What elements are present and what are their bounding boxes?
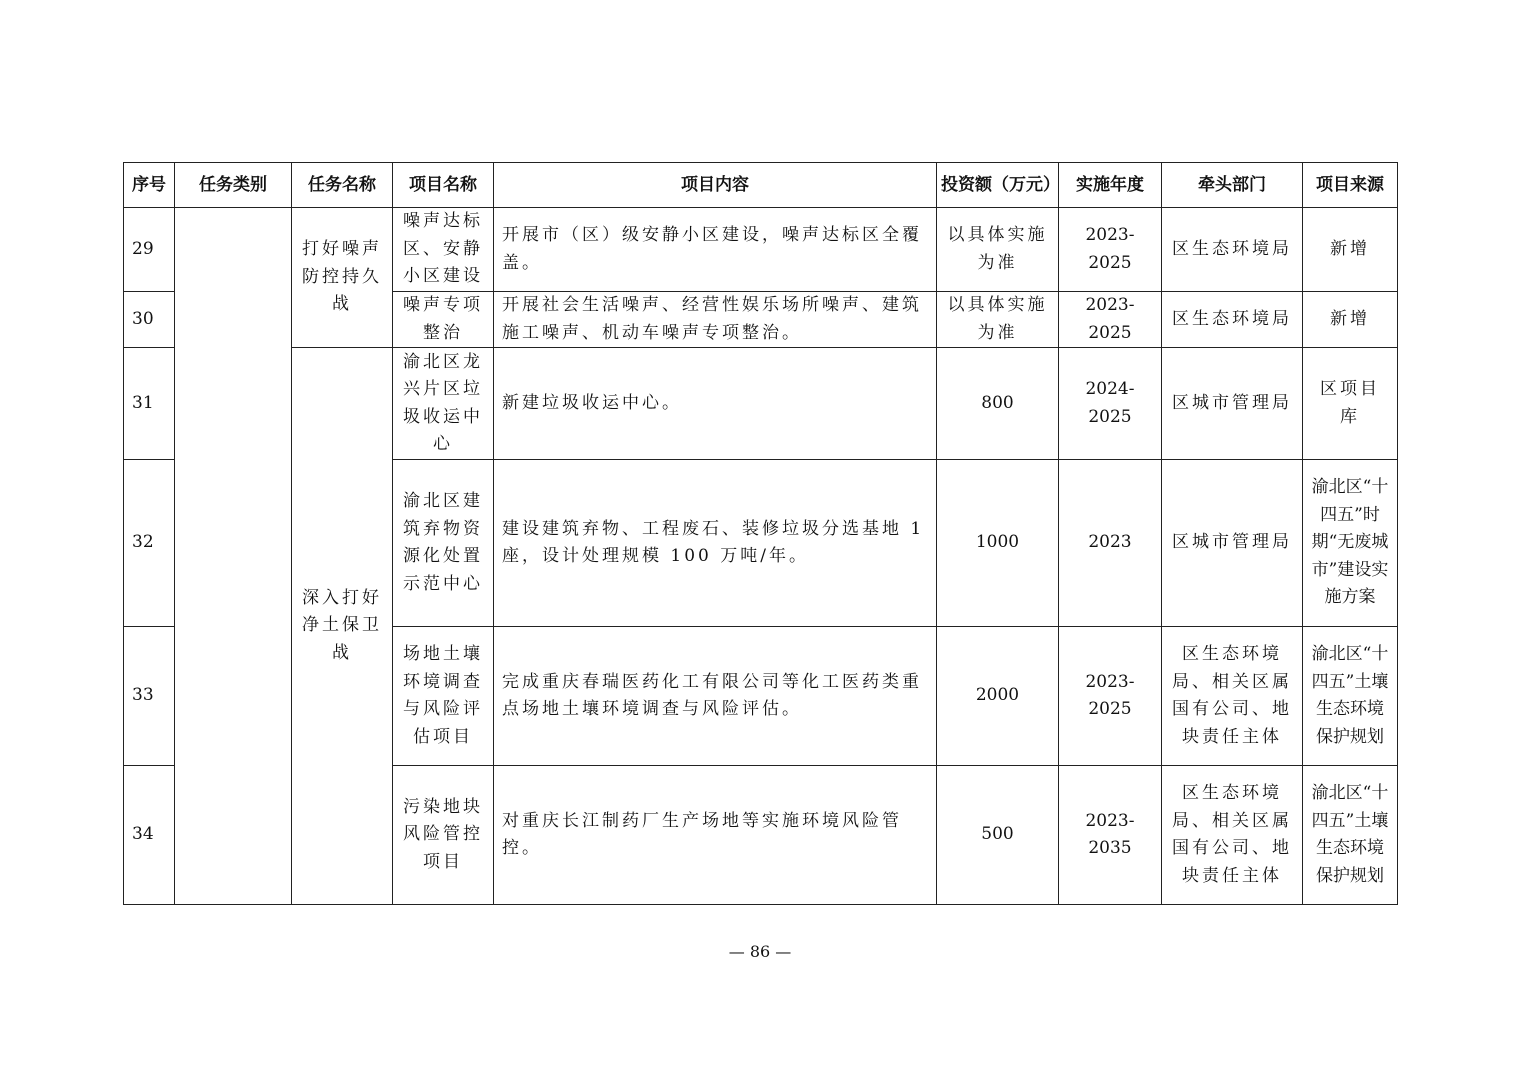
source: 区项目库	[1303, 348, 1398, 460]
department: 区城市管理局	[1162, 348, 1303, 460]
investment: 以具体实施为准	[937, 292, 1059, 348]
category-cell	[175, 208, 292, 905]
investment: 以具体实施为准	[937, 208, 1059, 292]
header-task-name: 任务名称	[292, 163, 393, 208]
department: 区城市管理局	[1162, 460, 1303, 627]
task-name-noise: 打好噪声防控持久战	[292, 208, 393, 348]
row-seq: 29	[124, 208, 175, 292]
project-table	[123, 162, 1398, 905]
department: 区生态环境局、相关区属国有公司、地块责任主体	[1162, 766, 1303, 905]
years: 2023-2025	[1059, 208, 1162, 292]
header-years: 实施年度	[1059, 163, 1162, 208]
header-investment: 投资额（万元）	[937, 163, 1059, 208]
project-name: 场地土壤环境调查与风险评估项目	[393, 627, 494, 766]
source: 渝北区“十四五”土壤生态环境保护规划	[1303, 766, 1398, 905]
project-name: 噪声达标区、安静小区建设	[393, 208, 494, 292]
header-seq: 序号	[124, 163, 175, 208]
years: 2024-2025	[1059, 348, 1162, 460]
source: 渝北区“十四五”时期“无废城市”建设实施方案	[1303, 460, 1398, 627]
department: 区生态环境局	[1162, 292, 1303, 348]
row-seq: 32	[124, 460, 175, 627]
row-seq: 31	[124, 348, 175, 460]
investment: 800	[937, 348, 1059, 460]
investment: 1000	[937, 460, 1059, 627]
years: 2023	[1059, 460, 1162, 627]
header-category: 任务类别	[175, 163, 292, 208]
row-seq: 33	[124, 627, 175, 766]
project-name: 噪声专项整治	[393, 292, 494, 348]
investment: 2000	[937, 627, 1059, 766]
page-number: — 86 —	[728, 942, 792, 961]
row-seq: 30	[124, 292, 175, 348]
source: 新增	[1303, 208, 1398, 292]
project-content: 建设建筑弃物、工程废石、装修垃圾分选基地 1 座，设计处理规模 100 万吨/年。	[494, 460, 937, 627]
investment: 500	[937, 766, 1059, 905]
project-content: 对重庆长江制药厂生产场地等实施环境风险管控。	[494, 766, 937, 905]
header-department: 牵头部门	[1162, 163, 1303, 208]
project-name: 渝北区龙兴片区垃圾收运中心	[393, 348, 494, 460]
table-row	[124, 208, 1398, 292]
department: 区生态环境局	[1162, 208, 1303, 292]
source: 新增	[1303, 292, 1398, 348]
project-content: 新建垃圾收运中心。	[494, 348, 937, 460]
header-content: 项目内容	[494, 163, 937, 208]
header-row	[124, 163, 1398, 208]
years: 2023-2025	[1059, 627, 1162, 766]
row-seq: 34	[124, 766, 175, 905]
project-name: 污染地块风险管控项目	[393, 766, 494, 905]
header-project-name: 项目名称	[393, 163, 494, 208]
project-content: 完成重庆春瑞医药化工有限公司等化工医药类重点场地土壤环境调查与风险评估。	[494, 627, 937, 766]
years: 2023-2025	[1059, 292, 1162, 348]
years: 2023-2035	[1059, 766, 1162, 905]
source: 渝北区“十四五”土壤生态环境保护规划	[1303, 627, 1398, 766]
table-row	[124, 348, 1398, 460]
project-name: 渝北区建筑弃物资源化处置示范中心	[393, 460, 494, 627]
project-content: 开展社会生活噪声、经营性娱乐场所噪声、建筑施工噪声、机动车噪声专项整治。	[494, 292, 937, 348]
department: 区生态环境局、相关区属国有公司、地块责任主体	[1162, 627, 1303, 766]
header-source: 项目来源	[1303, 163, 1398, 208]
task-name-soil: 深入打好净土保卫战	[292, 348, 393, 905]
project-content: 开展市（区）级安静小区建设，噪声达标区全覆盖。	[494, 208, 937, 292]
